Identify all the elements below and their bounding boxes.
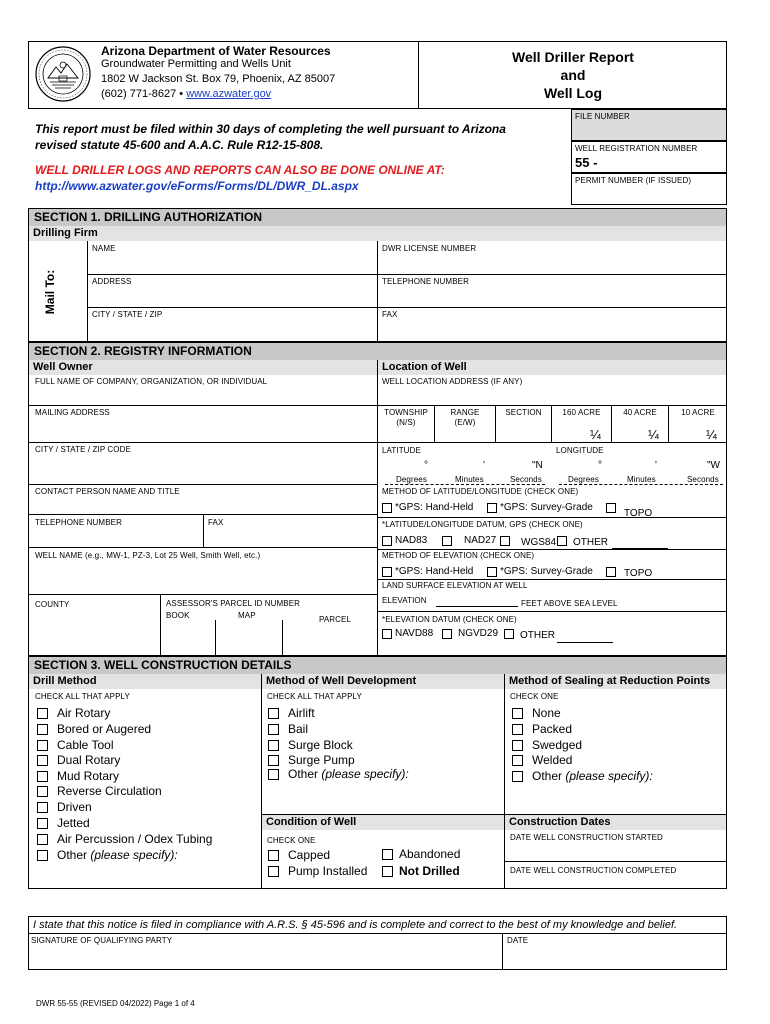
- lat-seconds-label: Seconds: [510, 475, 542, 484]
- lon-deg-symbol: °: [598, 460, 602, 471]
- option-label: Mud Rotary: [57, 769, 120, 783]
- s2-left-v-book: [215, 620, 216, 656]
- drill-option-mud-rotary[interactable]: [37, 769, 119, 783]
- checkbox[interactable]: [512, 740, 523, 751]
- checkbox[interactable]: [37, 740, 48, 751]
- date-started-label: DATE WELL CONSTRUCTION STARTED: [510, 833, 663, 842]
- lon-min-symbol: ': [655, 460, 657, 471]
- option-label: Driven: [57, 800, 92, 814]
- please-specify: (please specify):: [565, 769, 653, 783]
- condition-pump-installed-option[interactable]: [268, 864, 367, 878]
- checkbox[interactable]: [512, 771, 523, 782]
- elev-datum-other-input[interactable]: [557, 642, 613, 643]
- checkbox[interactable]: [268, 755, 279, 766]
- option-label: Swedged: [532, 738, 583, 752]
- filing-notice: This report must be filed within 30 days of completing the well pursuant to Arizona revised statute 45-600 and A.A.C. Rule R12-15-808.: [35, 122, 506, 152]
- drill-option-bored[interactable]: [37, 722, 151, 736]
- well-owner-title: Well Owner: [29, 360, 377, 375]
- please-specify: (please specify):: [321, 767, 409, 781]
- checkbox[interactable]: [37, 850, 48, 861]
- checkbox[interactable]: [382, 536, 392, 546]
- checkbox[interactable]: [268, 740, 279, 751]
- form-title-line2: and: [560, 67, 586, 83]
- option-label: *GPS: Survey-Grade: [500, 566, 593, 577]
- datum-other-option[interactable]: [557, 535, 608, 546]
- assessor-label: ASSESSOR'S PARCEL ID NUMBER: [166, 599, 301, 608]
- s2-right-v3: [551, 405, 552, 442]
- drill-check-all-label: CHECK ALL THAT APPLY: [35, 692, 130, 701]
- condition-capped-option[interactable]: [268, 848, 330, 862]
- method-dev-title: Method of Well Development: [262, 674, 504, 689]
- checkbox[interactable]: [442, 629, 452, 639]
- township-sub-label: (N/S): [396, 418, 416, 427]
- elevation-label: ELEVATION: [382, 596, 427, 605]
- cert-vline: [502, 933, 503, 970]
- s2-left-h3: [28, 484, 377, 485]
- option-label: NGVD29: [458, 628, 499, 639]
- checkbox[interactable]: [500, 536, 510, 546]
- s2-right-h2: [377, 442, 727, 443]
- firm-city-label: CITY / STATE / ZIP: [92, 310, 163, 319]
- checkbox[interactable]: [37, 802, 48, 813]
- county-label: COUNTY: [35, 600, 70, 609]
- owner-fax-label: FAX: [208, 518, 224, 527]
- option-label: Other: [532, 769, 563, 783]
- drilling-firm-title: Drilling Firm: [29, 226, 726, 241]
- drill-option-air-percussion[interactable]: [37, 832, 212, 846]
- land-surface-label: LAND SURFACE ELEVATION AT WELL: [382, 581, 528, 590]
- option-label: Dual Rotary: [57, 753, 121, 767]
- form-title-line3: Well Log: [543, 85, 603, 101]
- signature-label: SIGNATURE OF QUALIFYING PARTY: [31, 936, 173, 945]
- s2-left-v-county: [160, 594, 161, 656]
- s2-right-v5: [668, 405, 669, 442]
- agency-name: Arizona Department of Water Resources: [101, 44, 331, 58]
- firm-license-label: DWR LICENSE NUMBER: [382, 244, 477, 253]
- condition-check-one-label: CHECK ONE: [267, 836, 316, 845]
- s1-vline-mid: [377, 241, 378, 342]
- option-label: TOPO: [624, 568, 653, 579]
- option-label: Not Drilled: [399, 864, 460, 878]
- option-label: *GPS: Hand-Held: [395, 566, 474, 577]
- method-elevation-label: METHOD OF ELEVATION (CHECK ONE): [382, 551, 535, 560]
- range-label: [436, 408, 494, 428]
- s2-right-h5: [377, 579, 727, 580]
- s3-v2: [504, 674, 505, 889]
- lat-min-symbol: ': [483, 460, 485, 471]
- quarter-40: ¼: [648, 427, 659, 442]
- seal-option-welded[interactable]: [512, 753, 572, 767]
- checkbox[interactable]: [268, 724, 279, 735]
- s2-left-h2: [28, 442, 377, 443]
- dev-option-surge-block[interactable]: [268, 738, 353, 752]
- checkbox[interactable]: [504, 629, 514, 639]
- seal-option-packed[interactable]: [512, 722, 572, 736]
- s1-vline-left: [87, 241, 88, 342]
- range-label-text: RANGE: [450, 408, 480, 417]
- dev-option-surge-pump[interactable]: [268, 753, 355, 767]
- checkbox[interactable]: [37, 755, 48, 766]
- drill-option-other[interactable]: [37, 848, 178, 862]
- elev-topo-option[interactable]: [606, 566, 652, 577]
- checkbox[interactable]: [37, 834, 48, 845]
- parcel-label: PARCEL: [319, 615, 352, 624]
- elev-datum-ngvd29-option[interactable]: [442, 628, 498, 639]
- dev-option-other[interactable]: [268, 767, 409, 781]
- option-label: Airlift: [288, 706, 315, 720]
- checkbox[interactable]: [487, 567, 497, 577]
- condition-abandoned-option[interactable]: [382, 847, 460, 861]
- s1-hline-1: [87, 274, 727, 275]
- mail-to-label: Mail To:: [43, 269, 57, 315]
- s2-right-h3: [377, 517, 727, 518]
- agency-unit: Groundwater Permitting and Wells Unit: [101, 58, 291, 70]
- option-label: Surge Pump: [288, 753, 355, 767]
- section2-title: SECTION 2. REGISTRY INFORMATION: [29, 343, 726, 360]
- firm-address-label: ADDRESS: [92, 277, 132, 286]
- condition-title: Condition of Well: [262, 815, 504, 830]
- agency-website-link[interactable]: www.azwater.gov: [186, 88, 272, 100]
- seal-check-one-label: CHECK ONE: [510, 692, 559, 701]
- acre10-label: 10 ACRE: [681, 408, 715, 417]
- option-label: OTHER: [520, 630, 555, 641]
- option-label: WGS84: [521, 537, 557, 548]
- firm-telephone-label: TELEPHONE NUMBER: [382, 277, 469, 286]
- lat-sec-n: "N: [532, 460, 543, 471]
- book-label: BOOK: [166, 611, 190, 620]
- option-label: None: [532, 706, 561, 720]
- agency-contact: [101, 88, 271, 100]
- agency-address: 1802 W Jackson St. Box 79, Phoenix, AZ 85007: [101, 73, 336, 85]
- checkbox[interactable]: [382, 503, 392, 513]
- datum-nad27-option[interactable]: [442, 535, 496, 546]
- method-latlong-label: METHOD OF LATITUDE/LONGITUDE (CHECK ONE): [382, 487, 579, 496]
- certification-statement: I state that this notice is filed in compliance with A.R.S. § 45-596 and is complete and correct to the best of my knowledge and belief.: [33, 919, 678, 931]
- s2-right-h6: [377, 611, 727, 612]
- lon-degrees-label: Degrees: [568, 475, 599, 484]
- drill-method-title: Drill Method: [29, 674, 261, 689]
- file-number-label: FILE NUMBER: [575, 112, 630, 121]
- lon-seconds-label: Seconds: [687, 475, 719, 484]
- checkbox[interactable]: [382, 866, 393, 877]
- drill-option-reverse-circulation[interactable]: [37, 784, 162, 798]
- s3-date-hline: [504, 861, 727, 862]
- checkbox[interactable]: [37, 786, 48, 797]
- location-of-well-title: Location of Well: [378, 360, 726, 375]
- option-label: Reverse Circulation: [57, 784, 162, 798]
- owner-full-name-label: FULL NAME OF COMPANY, ORGANIZATION, OR INDIVIDUAL: [35, 377, 268, 386]
- feet-above-label: FEET ABOVE SEA LEVEL: [521, 599, 618, 608]
- datum-nad83-option[interactable]: [382, 535, 427, 546]
- option-label: *GPS: Survey-Grade: [500, 502, 593, 513]
- acre160-label: 160 ACRE: [562, 408, 601, 417]
- registration-prefix: 55 -: [575, 155, 598, 170]
- option-label: Air Percussion / Odex Tubing: [57, 832, 213, 846]
- option-label: Abandoned: [399, 847, 461, 861]
- township-label: [379, 408, 433, 428]
- checkbox[interactable]: [37, 708, 48, 719]
- lat-dashline: [385, 484, 545, 485]
- seal-option-other[interactable]: [512, 769, 653, 783]
- form-title-line1: Well Driller Report: [512, 49, 634, 65]
- option-label: Packed: [532, 722, 573, 736]
- owner-city-label: CITY / STATE / ZIP CODE: [35, 445, 131, 454]
- s3-v1: [261, 674, 262, 889]
- option-label: Other: [288, 767, 319, 781]
- permit-number-label: PERMIT NUMBER (IF ISSUED): [575, 176, 692, 185]
- seal-option-none[interactable]: [512, 706, 561, 720]
- cert-hline: [28, 933, 727, 934]
- lat-degrees-label: Degrees: [396, 475, 427, 484]
- latlong-topo-option[interactable]: [606, 502, 653, 519]
- option-label: TOPO: [624, 508, 653, 519]
- checkbox[interactable]: [512, 708, 523, 719]
- s1-hline-2: [87, 307, 727, 308]
- well-registration-label: WELL REGISTRATION NUMBER: [575, 144, 698, 153]
- s2-left-v-fax: [203, 514, 204, 547]
- option-label: NAVD88: [395, 628, 434, 639]
- agency-phone: (602) 771-8627 •: [101, 88, 184, 100]
- option-label: Surge Block: [288, 738, 353, 752]
- option-label: NAD27: [464, 535, 497, 546]
- range-sub-label: (E/W): [454, 418, 476, 427]
- quarter-160: ¼: [590, 427, 601, 442]
- method-seal-title: Method of Sealing at Reduction Points: [505, 674, 726, 689]
- checkbox[interactable]: [382, 567, 392, 577]
- dev-check-all-label: CHECK ALL THAT APPLY: [267, 692, 362, 701]
- latlong-gps-handheld-option[interactable]: [382, 502, 473, 513]
- acre40-label: 40 ACRE: [623, 408, 657, 417]
- elev-datum-navd88-option[interactable]: [382, 628, 433, 639]
- checkbox[interactable]: [268, 866, 279, 877]
- online-url-link[interactable]: http://www.azwater.gov/eForms/Forms/DL/DWR_DL.aspx: [35, 179, 359, 193]
- s2-right-v4: [611, 405, 612, 442]
- township-label-text: TOWNSHIP: [384, 408, 428, 417]
- lon-minutes-label: Minutes: [627, 475, 656, 484]
- option-label: OTHER: [573, 537, 608, 548]
- owner-contact-label: CONTACT PERSON NAME AND TITLE: [35, 487, 180, 496]
- elev-datum-other-option[interactable]: [504, 628, 555, 639]
- date-label: DATE: [507, 936, 529, 945]
- latitude-label: LATITUDE: [382, 446, 421, 455]
- checkbox[interactable]: [268, 850, 279, 861]
- s2-right-v2: [495, 405, 496, 442]
- s2-left-v-map: [282, 620, 283, 656]
- lat-minutes-label: Minutes: [455, 475, 484, 484]
- checkbox[interactable]: [37, 771, 48, 782]
- condition-not-drilled-option[interactable]: [382, 864, 460, 878]
- firm-fax-label: FAX: [382, 310, 398, 319]
- option-label: Pump Installed: [288, 864, 368, 878]
- s2-right-h4: [377, 549, 727, 550]
- option-label: Other: [57, 848, 88, 862]
- option-label: Capped: [288, 848, 331, 862]
- elevation-datum-label: *ELEVATION DATUM (CHECK ONE): [382, 615, 517, 624]
- checkbox[interactable]: [557, 536, 567, 546]
- well-name-label: WELL NAME (e.g., MW-1, PZ-3, Lot 25 Well, Smith Well, etc.): [35, 551, 261, 560]
- elevation-input[interactable]: [436, 606, 518, 607]
- option-label: *GPS: Hand-Held: [395, 502, 474, 513]
- lon-dashline: [559, 484, 723, 485]
- s2-left-h6: [28, 594, 377, 595]
- checkbox[interactable]: [268, 769, 279, 780]
- drill-option-air-rotary[interactable]: [37, 706, 110, 720]
- dev-option-bail[interactable]: [268, 722, 308, 736]
- option-label: Jetted: [57, 816, 90, 830]
- drill-option-driven[interactable]: [37, 800, 92, 814]
- checkbox[interactable]: [37, 818, 48, 829]
- checkbox[interactable]: [442, 536, 452, 546]
- elev-gps-handheld-option[interactable]: [382, 566, 473, 577]
- latlong-gps-survey-option[interactable]: [487, 502, 593, 513]
- option-label: Bored or Augered: [57, 722, 152, 736]
- option-label: Bail: [288, 722, 309, 736]
- checkbox[interactable]: [37, 724, 48, 735]
- checkbox[interactable]: [382, 849, 393, 860]
- checkbox[interactable]: [512, 724, 523, 735]
- seal-option-swedged[interactable]: [512, 738, 582, 752]
- option-label: NAD83: [395, 535, 428, 546]
- checkbox[interactable]: [487, 503, 497, 513]
- form-title: [419, 48, 727, 102]
- drill-option-jetted[interactable]: [37, 816, 90, 830]
- dev-option-airlift[interactable]: [268, 706, 315, 720]
- checkbox[interactable]: [606, 567, 616, 577]
- option-label: Cable Tool: [57, 738, 114, 752]
- well-location-address-label: WELL LOCATION ADDRESS (IF ANY): [382, 377, 523, 386]
- owner-mailing-label: MAILING ADDRESS: [35, 408, 110, 417]
- s2-right-v1: [434, 405, 435, 442]
- section3-title: SECTION 3. WELL CONSTRUCTION DETAILS: [29, 657, 726, 674]
- elev-gps-survey-option[interactable]: [487, 566, 593, 577]
- s2-left-h1: [28, 405, 377, 406]
- checkbox[interactable]: [268, 708, 279, 719]
- online-notice: WELL DRILLER LOGS AND REPORTS CAN ALSO BE DONE ONLINE AT:: [35, 163, 445, 177]
- checkbox[interactable]: [512, 755, 523, 766]
- datum-wgs84-option[interactable]: [500, 535, 556, 546]
- longitude-label: LONGITUDE: [556, 446, 604, 455]
- datum-latlong-label: *LATITUDE/LONGITUDE DATUM, GPS (CHECK ONE): [382, 520, 583, 529]
- map-label: MAP: [238, 611, 256, 620]
- owner-telephone-label: TELEPHONE NUMBER: [35, 518, 122, 527]
- section1-title: SECTION 1. DRILLING AUTHORIZATION: [29, 209, 726, 226]
- section-label: SECTION: [505, 408, 542, 417]
- option-label: Air Rotary: [57, 706, 111, 720]
- checkbox[interactable]: [382, 629, 392, 639]
- s2-right-h1: [377, 405, 727, 406]
- quarter-10: ¼: [706, 427, 717, 442]
- lat-deg-symbol: °: [424, 460, 428, 471]
- construction-dates-title: Construction Dates: [505, 815, 726, 830]
- option-label: Welded: [532, 753, 573, 767]
- checkbox[interactable]: [606, 503, 616, 513]
- date-completed-label: DATE WELL CONSTRUCTION COMPLETED: [510, 866, 677, 875]
- please-specify: (please specify):: [90, 848, 178, 862]
- firm-name-label: NAME: [92, 244, 116, 253]
- s2-left-h5: [28, 547, 377, 548]
- drill-option-dual-rotary[interactable]: [37, 753, 120, 767]
- arizona-seal-icon: [34, 45, 92, 103]
- lon-sec-w: "W: [707, 460, 720, 471]
- drill-option-cable-tool[interactable]: [37, 738, 113, 752]
- form-id-footer: DWR 55-55 (REVISED 04/2022) Page 1 of 4: [36, 999, 195, 1008]
